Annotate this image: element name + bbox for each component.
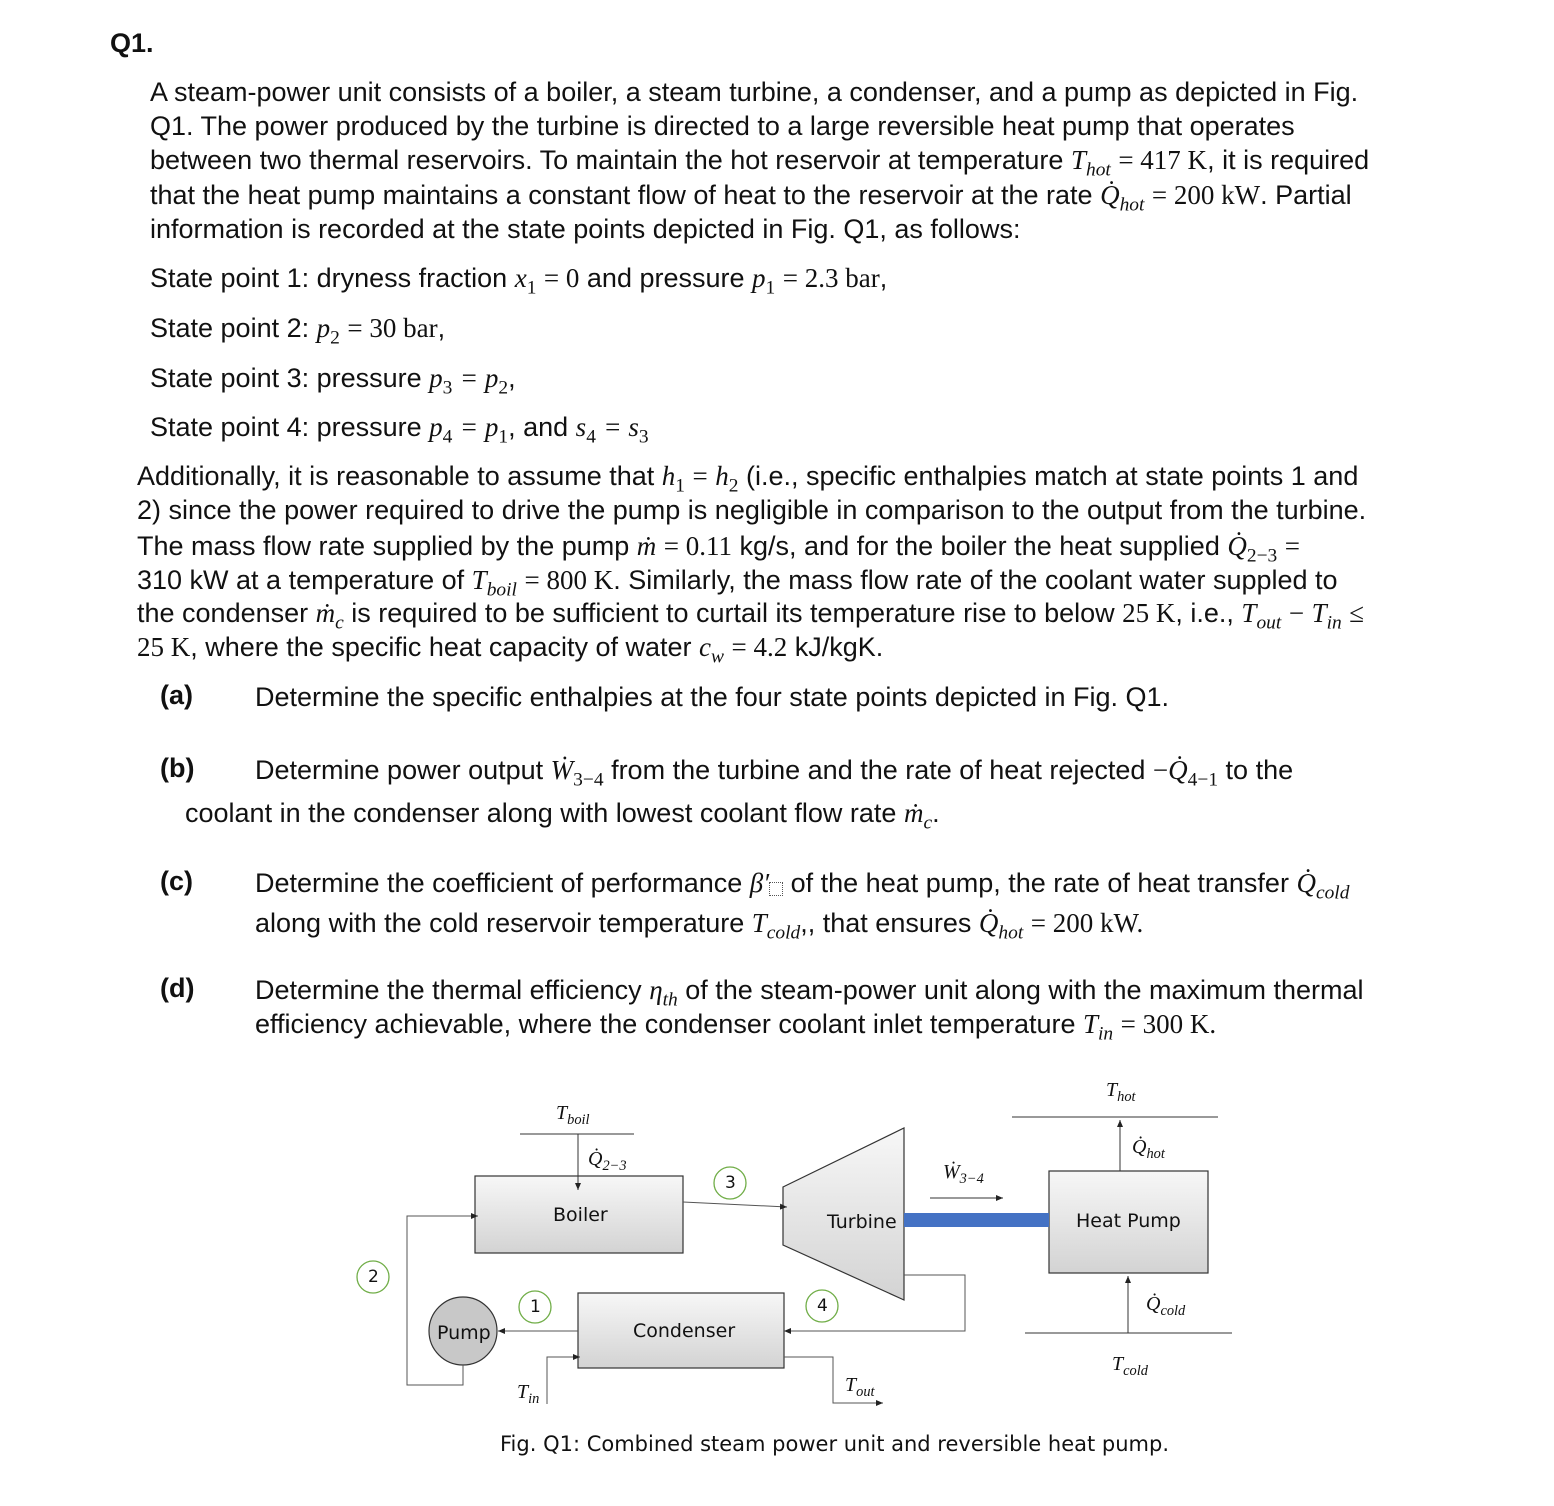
t-hot-label: $T_{hot}$ [1106,1079,1136,1105]
part-b-text-1: Determine power output Ẇ$_{3-4}$ from the turbine and the rate of heat rejected $-Q̇_{4-1}$ to the [255,755,1294,791]
w34-label: Ẇ$_{3-4}$ [943,1161,984,1187]
t-in-label: $T_{in}$ [517,1381,540,1407]
part-c-text-2: along with the cold reservoir temperature $T_{cold}$,, that ensures $Q̇_{hot} = 200$ kW. [255,908,1144,944]
shaft [904,1213,1049,1227]
state-point-3: State point 3: pressure $p_3 = p_2$, [150,363,516,399]
part-a-text: Determine the specific enthalpies at the four state points depicted in Fig. Q1. [255,682,1170,712]
turbine-label: Turbine [827,1211,897,1233]
state-2-label: 2 [368,1267,379,1287]
part-d-label: (d) [160,973,195,1003]
state-point-4: State point 4: pressure $p_4 = p_1$, and $s_4 = s_3$ [150,412,649,448]
t-hot-value: = 417 K [1118,145,1208,175]
part-c-label: (c) [160,866,193,896]
heat-pump-label: Heat Pump [1076,1210,1181,1232]
coolant-in [547,1357,580,1404]
additional-line-6: 25 K, where the specific heat capacity of water $c_w = 4.2$ kJ/kgK. [137,632,884,668]
additional-line-3: The mass flow rate supplied by the pump ṁ = 0.11 kg/s, and for the boiler the heat supplied $Q̇_{2-3}$ = [137,531,1300,567]
additional-line-2: 2) since the power required to drive the pump is negligible in comparison to the output from the turbine. [137,495,1367,525]
state-3-label: 3 [725,1173,736,1193]
part-a-label: (a) [160,680,193,710]
part-c-text-1: Determine the coefficient of performance β′ of the heat pump, the rate of heat transfer $Q̇_{cold}$ [255,868,1350,904]
state-point-2: State point 2: $p_2 = 30$ bar, [150,313,446,349]
state-1-label: 1 [530,1297,541,1317]
q-hot-value: = 200 kW [1151,180,1261,210]
figure-caption: Fig. Q1: Combined steam power unit and reversible heat pump. [500,1432,1170,1456]
boiler-label: Boiler [553,1204,608,1226]
intro-line-4: that the heat pump maintains a constant flow of heat to the reservoir at the rate $Q̇_{hot} = 200$ kW. Partial [150,180,1352,216]
intro-line-5: information is recorded at the state points depicted in Fig. Q1, as follows: [150,214,1021,244]
q23-label: $Q̇_{2-3}$ [588,1148,627,1174]
intro-line-2: Q1. The power produced by the turbine is directed to a large reversible heat pump that operates [150,111,1295,141]
q-cold-label: $Q̇_{cold}$ [1146,1293,1186,1319]
t-out-label: $T_{out}$ [845,1374,875,1400]
part-d-text-2: efficiency achievable, where the condenser coolant inlet temperature $T_{in} = 300$ K. [255,1009,1217,1045]
intro-line-3: between two thermal reservoirs. To maintain the hot reservoir at temperature $T_{hot} = 417$ K, it is required [150,145,1370,181]
part-b-label: (b) [160,753,195,783]
additional-line-4: 310 kW at a temperature of $T_{boil} = 800$ K. Similarly, the mass flow rate of the coolant water suppled to [137,565,1338,601]
question-number: Q1. [110,28,154,58]
q-hot-label: $Q̇_{hot}$ [1132,1136,1165,1162]
t-cold-label: $T_{cold}$ [1112,1353,1148,1379]
additional-line-1: Additionally, it is reasonable to assume that $h_1 = h_2$ (i.e., specific enthalpies match at state points 1 and [137,461,1359,497]
part-d-text-1: Determine the thermal efficiency $\eta_{th}$ of the steam-power unit along with the maximum thermal [255,975,1364,1011]
part-b-text-2: coolant in the condenser along with lowest coolant flow rate ṁ$_c$. [185,798,940,834]
additional-line-5: the condenser ṁ$_c$ is required to be sufficient to curtail its temperature rise to below 25 K, i.e., $T_{out} - T_{in}$ ≤ [137,598,1365,634]
condenser-label: Condenser [633,1320,736,1342]
pipe-3 [683,1202,787,1207]
state-point-1: State point 1: dryness fraction $x_1 = 0$ and pressure $p_1 = 2.3$ bar, [150,263,888,299]
intro-line-1: A steam-power unit consists of a boiler, a steam turbine, a condenser, and a pump as depicted in Fig. [150,77,1359,107]
state-4-label: 4 [817,1296,828,1316]
pump-label: Pump [437,1322,491,1344]
t-boil-label: $T_{boil}$ [556,1102,590,1128]
